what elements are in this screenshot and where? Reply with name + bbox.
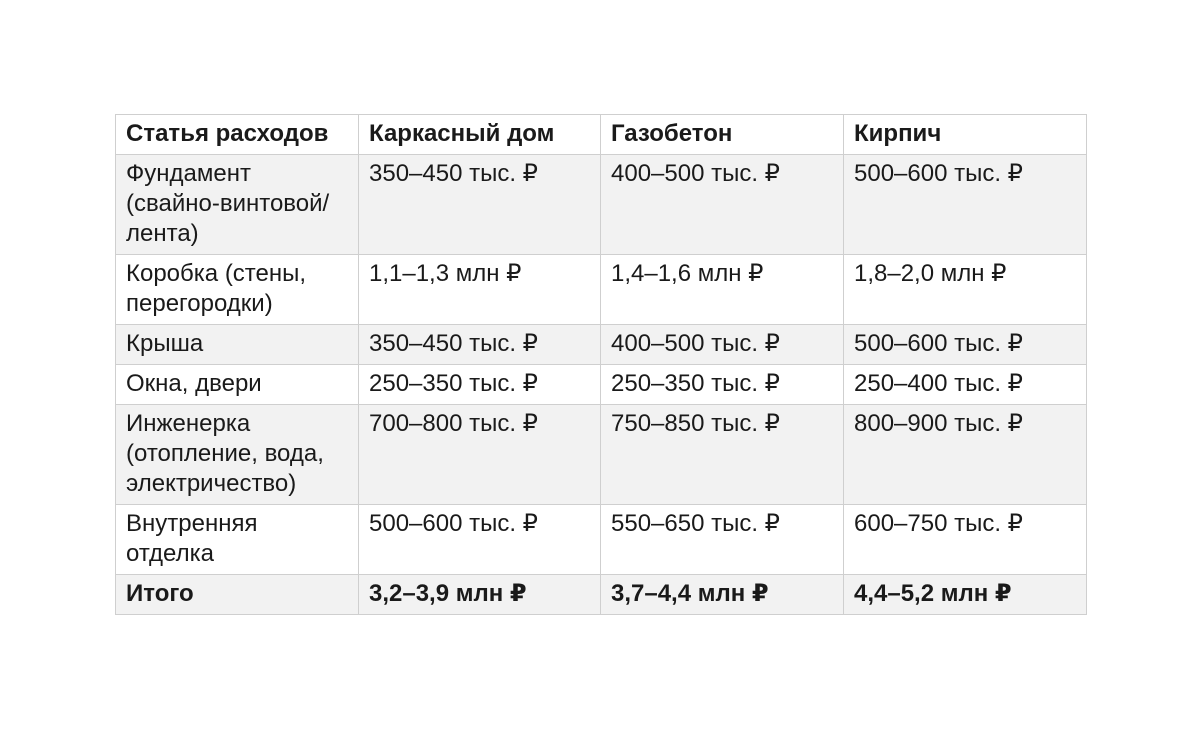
header-brick: Кирпич [844, 115, 1087, 155]
table-cell: 500–600 тыс. ₽ [844, 155, 1087, 255]
row-label-cell: Фундамент (свайно-винтовой/лента) [116, 155, 359, 255]
total-row [116, 575, 1087, 615]
total-cell: 3,2–3,9 млн ₽ [359, 575, 601, 615]
header-frame-house: Каркасный дом [359, 115, 601, 155]
row-label-cell: Крыша [116, 325, 359, 365]
table-cell: 800–900 тыс. ₽ [844, 405, 1087, 505]
row-label-cell: Окна, двери [116, 365, 359, 405]
table-row [116, 505, 1087, 575]
table-cell: 1,1–1,3 млн ₽ [359, 255, 601, 325]
table-cell: 400–500 тыс. ₽ [601, 325, 844, 365]
table-cell: 500–600 тыс. ₽ [359, 505, 601, 575]
table-cell: 250–350 тыс. ₽ [359, 365, 601, 405]
table-cell: 400–500 тыс. ₽ [601, 155, 844, 255]
table-row [116, 405, 1087, 505]
table-cell: 350–450 тыс. ₽ [359, 325, 601, 365]
table-cell: 250–400 тыс. ₽ [844, 365, 1087, 405]
total-label-cell: Итого [116, 575, 359, 615]
table-cell: 700–800 тыс. ₽ [359, 405, 601, 505]
table-cell: 1,8–2,0 млн ₽ [844, 255, 1087, 325]
table-cell: 550–650 тыс. ₽ [601, 505, 844, 575]
table-cell: 500–600 тыс. ₽ [844, 325, 1087, 365]
row-label-cell: Инженерка (отопление, вода, электричество) [116, 405, 359, 505]
table-row [116, 155, 1087, 255]
table-row [116, 325, 1087, 365]
table-cell: 350–450 тыс. ₽ [359, 155, 601, 255]
table-cell: 1,4–1,6 млн ₽ [601, 255, 844, 325]
row-label-cell: Внутренняя отделка [116, 505, 359, 575]
total-cell: 3,7–4,4 млн ₽ [601, 575, 844, 615]
table-cell: 250–350 тыс. ₽ [601, 365, 844, 405]
header-aerated-concrete: Газобетон [601, 115, 844, 155]
table-row [116, 255, 1087, 325]
table-header-row [116, 115, 1087, 155]
total-cell: 4,4–5,2 млн ₽ [844, 575, 1087, 615]
header-cost-item: Статья расходов [116, 115, 359, 155]
cost-comparison-table [115, 114, 1087, 615]
table-row [116, 365, 1087, 405]
row-label-cell: Коробка (стены, перегородки) [116, 255, 359, 325]
table-cell: 600–750 тыс. ₽ [844, 505, 1087, 575]
table-cell: 750–850 тыс. ₽ [601, 405, 844, 505]
